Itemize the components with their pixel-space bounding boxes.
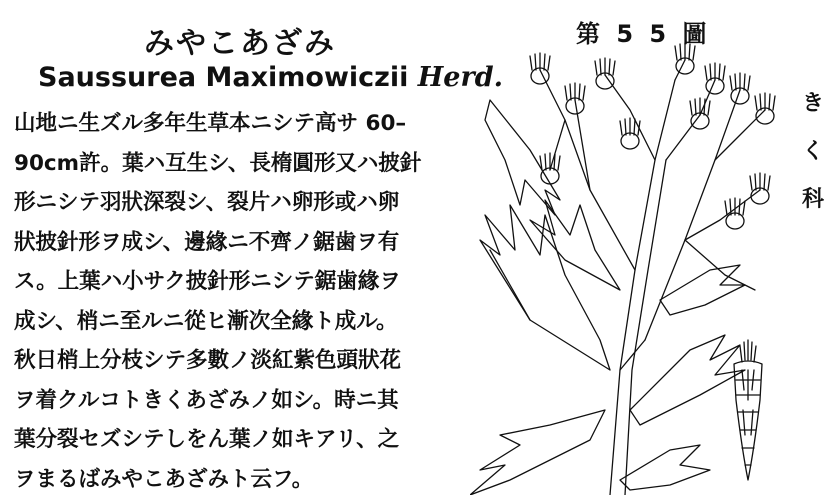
page-title: みやこあざみ [144, 26, 336, 61]
description-line: ヲ着クルコトきくあざみノ如シ。時ニ其 [14, 387, 399, 413]
flower-head [675, 43, 695, 74]
description-line: 狀披針形ヲ成シ、邊緣ニ不齊ノ鋸歯ヲ有 [14, 229, 400, 255]
family-char: く [801, 139, 824, 164]
flower-head [540, 153, 560, 184]
description-line: 成シ、梢ニ至ルニ從ヒ漸次全緣ト成ル。 [14, 308, 398, 334]
flower-detail-inset [734, 340, 762, 480]
family-label [795, 80, 831, 224]
description-line: 秋日梢上分枝シテ多數ノ淡紅紫色頭狀花 [14, 348, 402, 373]
flower-head [730, 73, 750, 104]
flower-head [565, 83, 585, 114]
flower-head [705, 63, 725, 94]
stems [540, 60, 765, 495]
description-line: 山地ニ生ズル多年生草本ニシテ高サ 60– [14, 111, 407, 136]
plant-illustration [470, 40, 790, 495]
description-line: 90cm許。葉ハ互生シ、長楕圓形又ハ披針 [14, 150, 422, 176]
family-char: き [801, 91, 824, 116]
description-line: ヲまるばみやこあざみト云フ。 [14, 466, 314, 492]
description-line: 形ニシテ羽狀深裂シ、裂片ハ卵形或ハ卵 [14, 190, 400, 215]
leaves [470, 100, 745, 495]
flower-head [530, 53, 550, 84]
author-name: Herd. [417, 62, 503, 93]
family-char: 科 [801, 187, 824, 212]
flower-head [755, 93, 775, 124]
description-line: 葉分裂セズシテしをん葉ノ如キアリ、之 [14, 427, 400, 452]
description-line: ス。上葉ハ小サク披針形ニシテ鋸歯緣ヲ [14, 269, 401, 294]
scientific-name-text: Saussurea Maximowiczii [38, 62, 409, 93]
plate-number: 第 5 5 圖 [576, 20, 711, 48]
description [14, 104, 466, 499]
scientific-name [38, 62, 503, 93]
flower-head [750, 173, 770, 204]
